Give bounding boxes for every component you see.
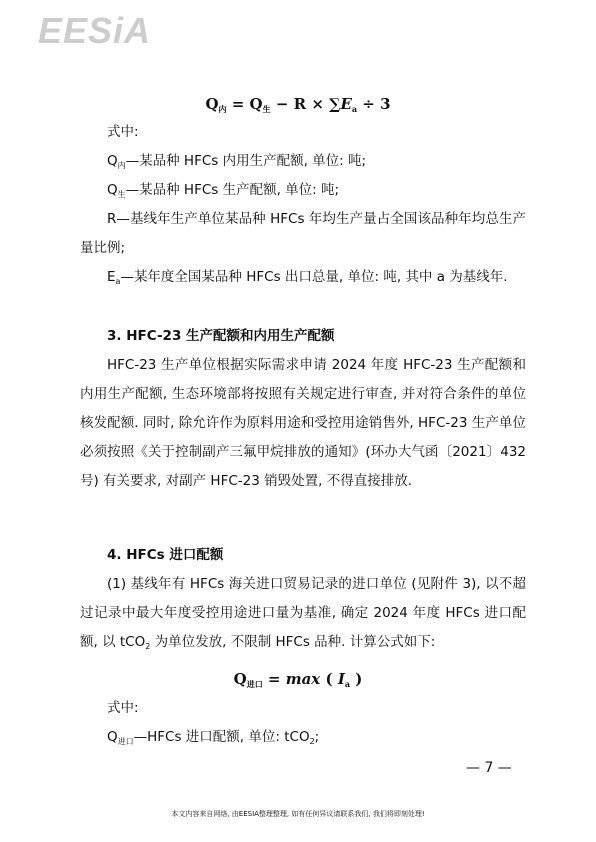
where-label-2: 式中: [107, 700, 139, 716]
formula-lhs-sub: 进口 [246, 679, 263, 689]
formula-eq-sub: 生 [262, 104, 271, 114]
def-symbol-sub: 生 [117, 190, 126, 199]
page-number: — 7 — [466, 760, 512, 776]
formula-e: E [340, 95, 352, 113]
def-unit-sub: 2 [309, 737, 315, 746]
def-end: ; [314, 729, 320, 745]
para4-text-end: 为单位发放, 不限制 HFCs 品种. 计算公式如下: [150, 634, 436, 650]
def-symbol: Q [107, 182, 118, 198]
formula-lhs: Q [233, 670, 247, 688]
def-text: —某品种 HFCs 生产配额, 单位: 吨; [125, 182, 340, 198]
footer-disclaimer: 本文内容来自网络, 由EESIA整理整理, 如有任何异议请联系我们, 我们将即刻处理! [171, 810, 425, 818]
formula-eq: = Q [226, 95, 263, 113]
paragraph-import-quota [80, 570, 526, 661]
eesia-logo: EESiA [38, 10, 152, 51]
formula-close: ) [350, 670, 363, 688]
def-symbol-sub: 进口 [117, 737, 134, 746]
formula-open: ( [320, 670, 338, 688]
formula-arg: I [337, 670, 345, 688]
para4-text: (1) 基线年有 HFCs 海关进口贸易记录的进口单位 (见附件 3), 以不超过记录中最大年度受控用途进口量为基准, 确定 2024 年度 HFCs 进口配额, 以 tCO [80, 576, 526, 650]
heading-hfcs-import: 4. HFCs 进口配额 [107, 547, 224, 563]
formula-eq: = [262, 670, 286, 688]
formula-internal-quota [0, 95, 596, 115]
formula-import-quota [0, 670, 596, 690]
formula-lhs: Q [205, 95, 219, 113]
def-text: —某品种 HFCs 内用生产配额, 单位: 吨; [125, 153, 367, 169]
def-symbol: Q [107, 729, 118, 745]
definition-r: R—基线年生产单位某品种 HFCs 年均生产量占全国该品种年均总生产量比例; [80, 211, 526, 256]
formula-fn: max [285, 670, 321, 688]
formula-lhs-sub: 内 [218, 104, 227, 114]
formula-tail: ÷ 3 [357, 95, 391, 113]
formula-e-sub: a [351, 104, 358, 114]
definition-e [80, 263, 526, 296]
heading-hfc23: 3. HFC-23 生产配额和内用生产配额 [107, 328, 335, 344]
definition-q-import [80, 723, 526, 756]
formula-arg-sub: a [344, 679, 351, 689]
def-symbol-sub: 内 [117, 161, 126, 170]
def-symbol-sub: a [115, 277, 121, 286]
def-text: —HFCs 进口配额, 单位: tCO [133, 729, 310, 745]
where-label-1: 式中: [107, 124, 139, 140]
def-symbol: Q [107, 153, 118, 169]
def-text: —某年度全国某品种 HFCs 出口总量, 单位: 吨, 其中 a 为基线年. [120, 269, 508, 285]
paragraph-hfc23: HFC-23 生产单位根据实际需求申请 2024 年度 HFC-23 生产配额和内用生产配额, 生态环境部将按照有关规定进行审查, 并对符合条件的单位核发配额. 同时, 除允许作为原料用途和受控用途销售外, HFC-23 生产单位必须按照《关于控制副产三氟甲烷排放的通知》(环办大气函〔2021〕432 号) 有关要求, 对副产 HFC-23 销毁处置, 不得直接排放. [80, 357, 526, 489]
formula-rest: − R × ∑ [270, 95, 341, 113]
def-symbol: E [107, 269, 116, 285]
para4-sub: 2 [145, 642, 151, 651]
